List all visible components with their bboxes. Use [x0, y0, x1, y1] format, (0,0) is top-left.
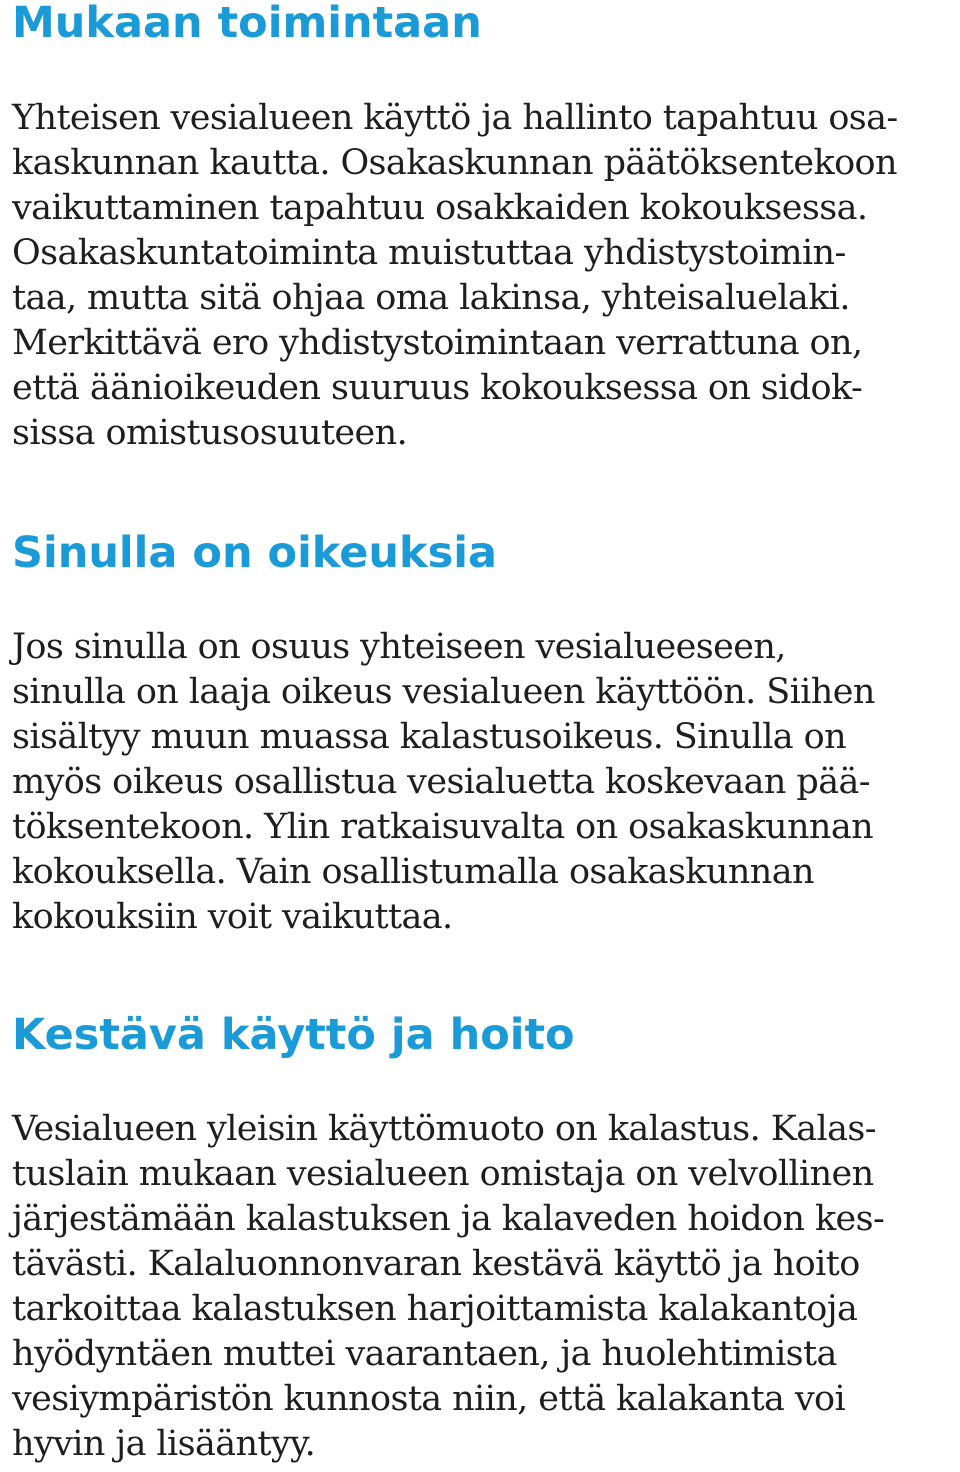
- paragraph-line: tuslain mukaan vesialueen omistaja on velvollinen: [12, 1154, 874, 1194]
- paragraph-line: tävästi. Kalaluonnonvaran kestävä käyttö ja hoito: [12, 1244, 860, 1284]
- paragraph-line: vaikuttaminen tapahtuu osakkaiden kokouksessa.: [12, 188, 868, 228]
- paragraph-line: myös oikeus osallistua vesialuetta koskevaan pää-: [12, 762, 870, 802]
- paragraph-line: Vesialueen yleisin käyttömuoto on kalastus. Kalas-: [12, 1109, 876, 1149]
- paragraph-line: kokouksiin voit vaikuttaa.: [12, 897, 453, 937]
- section-heading-kestava-kaytto-ja-hoito: Kestävä käyttö ja hoito: [12, 1010, 575, 1060]
- paragraph-line: sisältyy muun muassa kalastusoikeus. Sinulla on: [12, 717, 847, 757]
- paragraph-line: Yhteisen vesialueen käyttö ja hallinto tapahtuu osa-: [12, 98, 898, 138]
- paragraph-line: sinulla on laaja oikeus vesialueen käyttöön. Siihen: [12, 672, 875, 712]
- section-body-mukaan-toimintaan: [12, 96, 898, 456]
- paragraph-line: vesiympäristön kunnosta niin, että kalakanta voi: [12, 1379, 846, 1419]
- paragraph-line: hyvin ja lisääntyy.: [12, 1424, 316, 1464]
- paragraph-line: töksentekoon. Ylin ratkaisuvalta on osakaskunnan: [12, 807, 874, 847]
- paragraph-line: Osakaskuntatoiminta muistuttaa yhdistystoimin-: [12, 233, 846, 273]
- section-body-kestava-kaytto-ja-hoito: [12, 1107, 884, 1467]
- paragraph-line: hyödyntäen muttei vaarantaen, ja huolehtimista: [12, 1334, 837, 1374]
- paragraph-line: että äänioikeuden suuruus kokouksessa on sidok-: [12, 368, 863, 408]
- paragraph-line: kokouksella. Vain osallistumalla osakaskunnan: [12, 852, 814, 892]
- paragraph-line: taa, mutta sitä ohjaa oma lakinsa, yhteisaluelaki.: [12, 278, 850, 318]
- paragraph-line: järjestämään kalastuksen ja kalaveden hoidon kes-: [12, 1199, 885, 1239]
- paragraph-line: tarkoittaa kalastuksen harjoittamista kalakantoja: [12, 1289, 858, 1329]
- paragraph-line: Merkittävä ero yhdistystoimintaan verrattuna on,: [12, 323, 863, 363]
- paragraph-line: Jos sinulla on osuus yhteiseen vesialueeseen,: [12, 627, 786, 667]
- paragraph-line: kaskunnan kautta. Osakaskunnan päätöksentekoon: [12, 143, 897, 183]
- paragraph-line: sissa omistusosuuteen.: [12, 413, 408, 453]
- section-body-sinulla-on-oikeuksia: [12, 625, 875, 940]
- section-heading-sinulla-on-oikeuksia: Sinulla on oikeuksia: [12, 528, 497, 578]
- section-heading-mukaan-toimintaan: Mukaan toimintaan: [12, 0, 482, 48]
